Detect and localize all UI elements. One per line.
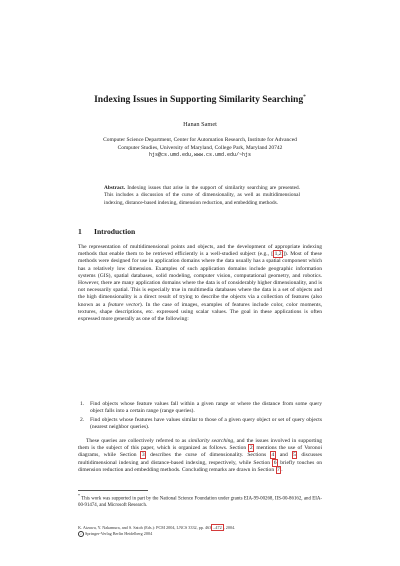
section-link-5[interactable]: 5 — [293, 452, 296, 459]
para2-text-e: and — [275, 452, 292, 459]
footnote — [78, 493, 322, 510]
para1-text-b: ]). Most of these methods were designed for use in application domains where the data usually has a spatial component which has a relatively low dimension. Examples of such application domains include geographic information systems (GIS), spatial databases, solid modeling, computer vision, computational geometry, and robotics. However, there are many application domains where the data is of considerably higher dimensionality, and is not necessarily spatial. This is especially true in multimedia databases where the data is a set of objects and the high dimensionality is a direct result of trying to describe the objects via a collection of features (also known as a — [78, 251, 322, 308]
para2-text-f: discusses multidimensional indexing and distance-based indexing, respectively, while Section — [78, 452, 322, 466]
author-affiliation — [0, 137, 400, 160]
abstract-text: Indexing issues that arise in the support of similarity searching are presented. This includes a discussion of the curse of dimensionality, as well as multidimensional indexing, distance-based indexing, dimension reduction, and embedding methods. — [104, 185, 300, 206]
query-types-list — [78, 401, 322, 433]
section-link-3[interactable]: 3 — [141, 452, 145, 459]
para2-text-a: These queries are collectively referred to as — [86, 438, 189, 444]
para2-text-g: briefly touches on dimension reduction and embedding methods. Concluding remarks are drawn in Section — [78, 459, 323, 473]
list-item-number: 2. — [80, 416, 85, 423]
title-text: Indexing Issues in Supporting Similarity Searching — [94, 94, 304, 105]
publication-credits — [78, 525, 235, 537]
section-heading — [78, 227, 135, 236]
citation-link[interactable]: 1,2 — [274, 251, 282, 258]
intro-paragraph-1 — [78, 244, 322, 323]
para1-emphasis: feature vector — [107, 301, 140, 308]
affiliation-line-2: Computer Studies, University of Maryland, College Park, Maryland 20742 — [117, 144, 283, 151]
para2-text-h: . — [281, 466, 283, 473]
abstract — [104, 185, 300, 207]
credits-citation: K. Aizawa, Y. Nakamura, and S. Satoh (Eds.): PCM 2004, LNCS 3332, pp. 463 — [78, 525, 212, 530]
section-title: Introduction — [94, 227, 136, 236]
para2-text-c: mentions the use of Voronoi diagrams, while Section — [78, 445, 322, 459]
section-link-4[interactable]: 4 — [271, 452, 275, 459]
footnote-rule — [78, 490, 148, 491]
para2-text-b: , and the issues involved in supporting them is the subject of this paper, which is organized as follows. Section — [78, 438, 322, 452]
para1-text-c: ). In the case of images, examples of features include color, color moments, textures, shape descriptions, etc. expressed using scalar values. The goal in these applications is often expressed more generally as one of the following: — [78, 301, 322, 323]
paper-title — [0, 94, 400, 105]
section-number: 1 — [78, 227, 82, 236]
list-item — [78, 417, 322, 431]
footnote-text: This work was supported in part by the National Science Foundation under grants EIA-99-00268, IIS-00-86162, and EIA-00-91474, and Microsoft Research. — [78, 496, 323, 509]
credits-line-2 — [78, 531, 235, 537]
abstract-label: Abstract. — [104, 185, 126, 191]
para2-emphasis: similarity searching — [188, 438, 234, 444]
intro-paragraph-2 — [78, 438, 322, 474]
copyright-icon: c — [78, 531, 84, 537]
section-link-7[interactable]: 7 — [277, 466, 280, 473]
page-range-link[interactable]: –472 — [213, 525, 222, 530]
section-link-6[interactable]: 6 — [273, 459, 277, 466]
affiliation-email[interactable]: hjs@cs.umd.edu,www.cs.umd.edu/~hjs — [148, 152, 252, 158]
section-link-2[interactable]: 2 — [249, 445, 253, 452]
author-name: Hanan Samet — [183, 121, 217, 128]
list-item-text: Find objects whose features have values similar to those of a given query object or set of query objects (nearest neighbor queries). — [90, 416, 322, 431]
credits-year: , 2004. — [223, 525, 236, 530]
list-item-number: 1. — [80, 401, 85, 407]
list-item-text: Find objects whose feature values fall within a given range or where the distance from some query object falls into a certain range (range queries). — [90, 401, 322, 415]
para1-text-a: The representation of multidimensional points and objects, and the development of appropriate indexing methods that enable them to be retrieved efficiently is a well-studied subject (e.g., [ — [78, 244, 322, 258]
list-item — [78, 401, 322, 415]
title-footnote-mark[interactable]: * — [303, 93, 306, 100]
credits-publisher: Springer-Verlag Berlin Heidelberg 2004 — [85, 530, 153, 536]
affiliation-line-1: Computer Science Department, Center for Automation Research, Institute for Advanced — [103, 137, 297, 143]
para2-text-d: describes the curse of dimensionality. Sections — [146, 452, 271, 459]
footnote-mark: * — [78, 493, 80, 498]
